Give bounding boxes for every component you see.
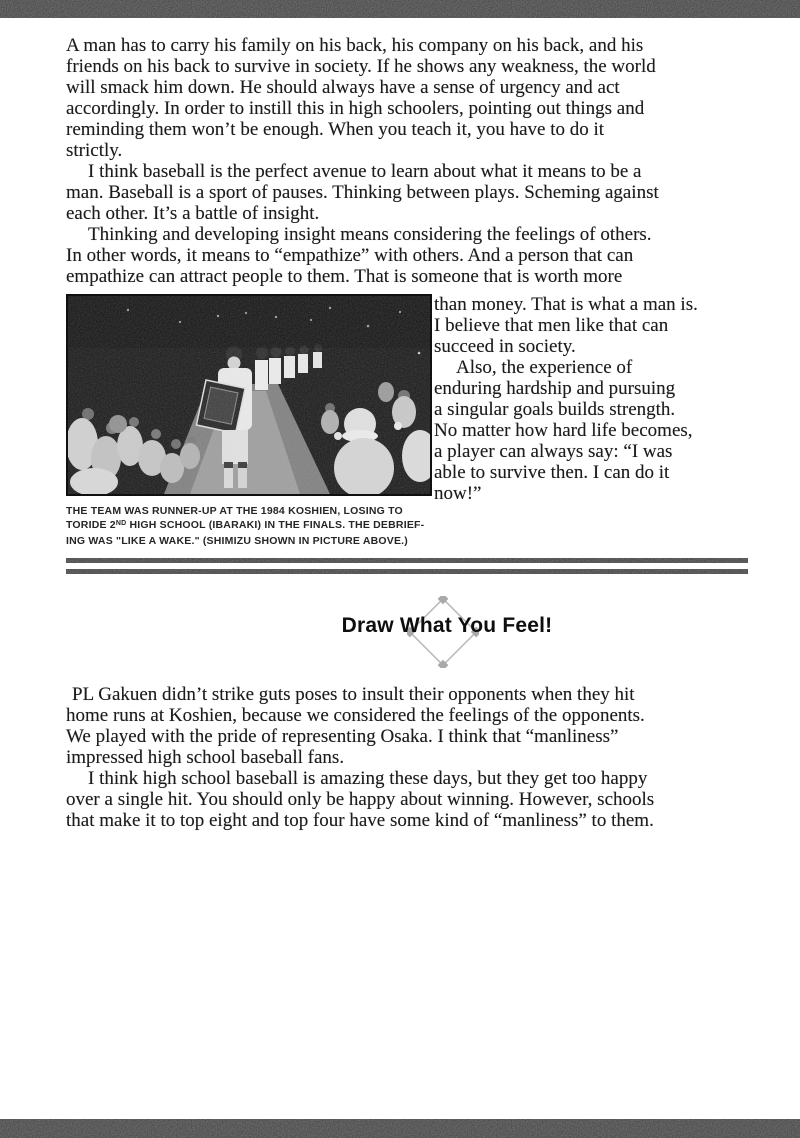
body-line: a singular goals builds strength. [434,399,676,420]
body-line: enduring hardship and pursuing [434,378,676,399]
body-line: over a single hit. You should only be happy about winning. However, schools [66,789,655,810]
body-line: No matter how hard life becomes, [434,420,693,441]
caption-line: TORIDE 2ND HIGH SCHOOL (IBARAKI) IN THE FINALS. THE DEBRIEF- [66,519,425,531]
body-line: I think high school baseball is amazing these days, but they get too happy [88,768,648,789]
paragraph-1 [66,35,748,161]
body-line: impressed high school baseball fans. [66,747,345,768]
body-line: than money. That is what a man is. [434,294,698,315]
section-divider [66,558,748,574]
body-line: will smack him down. He should always have a sense of urgency and act [66,77,620,98]
body-line: succeed in society. [434,336,576,357]
body-line: I believe that men like that can [434,315,669,336]
body-line: PL Gakuen didn’t strike guts poses to insult their opponents when they hit [72,684,635,705]
body-line: each other. It’s a battle of insight. [66,203,320,224]
body-line: that make it to top eight and top four have some kind of “manliness” to them. [66,810,654,831]
body-line: A man has to carry his family on his back, his company on his back, and his [66,35,644,56]
body-line: Thinking and developing insight means considering the feelings of others. [88,224,652,245]
body-line: accordingly. In order to instill this in high schoolers, pointing out things and [66,98,645,119]
divider-rule [66,558,748,563]
paragraph-5 [66,684,748,768]
wrapped-text-column [434,294,748,548]
bottom-border-band [0,1119,800,1138]
team-photo-illustration [68,296,430,494]
body-line: strictly. [66,140,123,161]
body-line: reminding them won’t be enough. When you teach it, you have to do it [66,119,605,140]
body-line: a player can always say: “I was [434,441,673,462]
body-line: now!” [434,483,482,504]
section-heading-zone [66,574,748,684]
section-title: Draw What You Feel! [341,614,553,637]
paragraph-3 [66,224,748,287]
body-line: home runs at Koshien, because we considered the feelings of the opponents. [66,705,645,726]
team-photo [66,294,432,496]
body-line: I think baseball is the perfect avenue to learn about what it means to be a [88,161,642,182]
body-line: man. Baseball is a sport of pauses. Thinking between plays. Scheming against [66,182,659,203]
body-line: friends on his back to survive in society. If he shows any weakness, the world [66,56,656,77]
paragraph-2 [66,161,748,224]
top-border-band [0,0,800,18]
photo-caption [66,504,432,548]
body-line: Also, the experience of [456,357,633,378]
photo-block [66,294,432,548]
caption-line: ING WAS "LIKE A WAKE." (SHIMIZU SHOWN IN PICTURE ABOVE.) [66,535,408,547]
body-line: In other words, it means to “empathize” with others. And a person that can [66,245,634,266]
body-line: able to survive then. I can do it [434,462,670,483]
body-line: We played with the pride of representing Osaka. I think that “manliness” [66,726,619,747]
caption-line: THE TEAM WAS RUNNER-UP AT THE 1984 KOSHIEN, LOSING TO [66,505,403,517]
page-content [66,18,748,831]
body-line: empathize can attract people to them. That is someone that is worth more [66,266,623,287]
paragraph-6 [66,768,748,831]
ordinal-superscript: ND [115,519,127,527]
photo-and-text-row [66,294,748,548]
